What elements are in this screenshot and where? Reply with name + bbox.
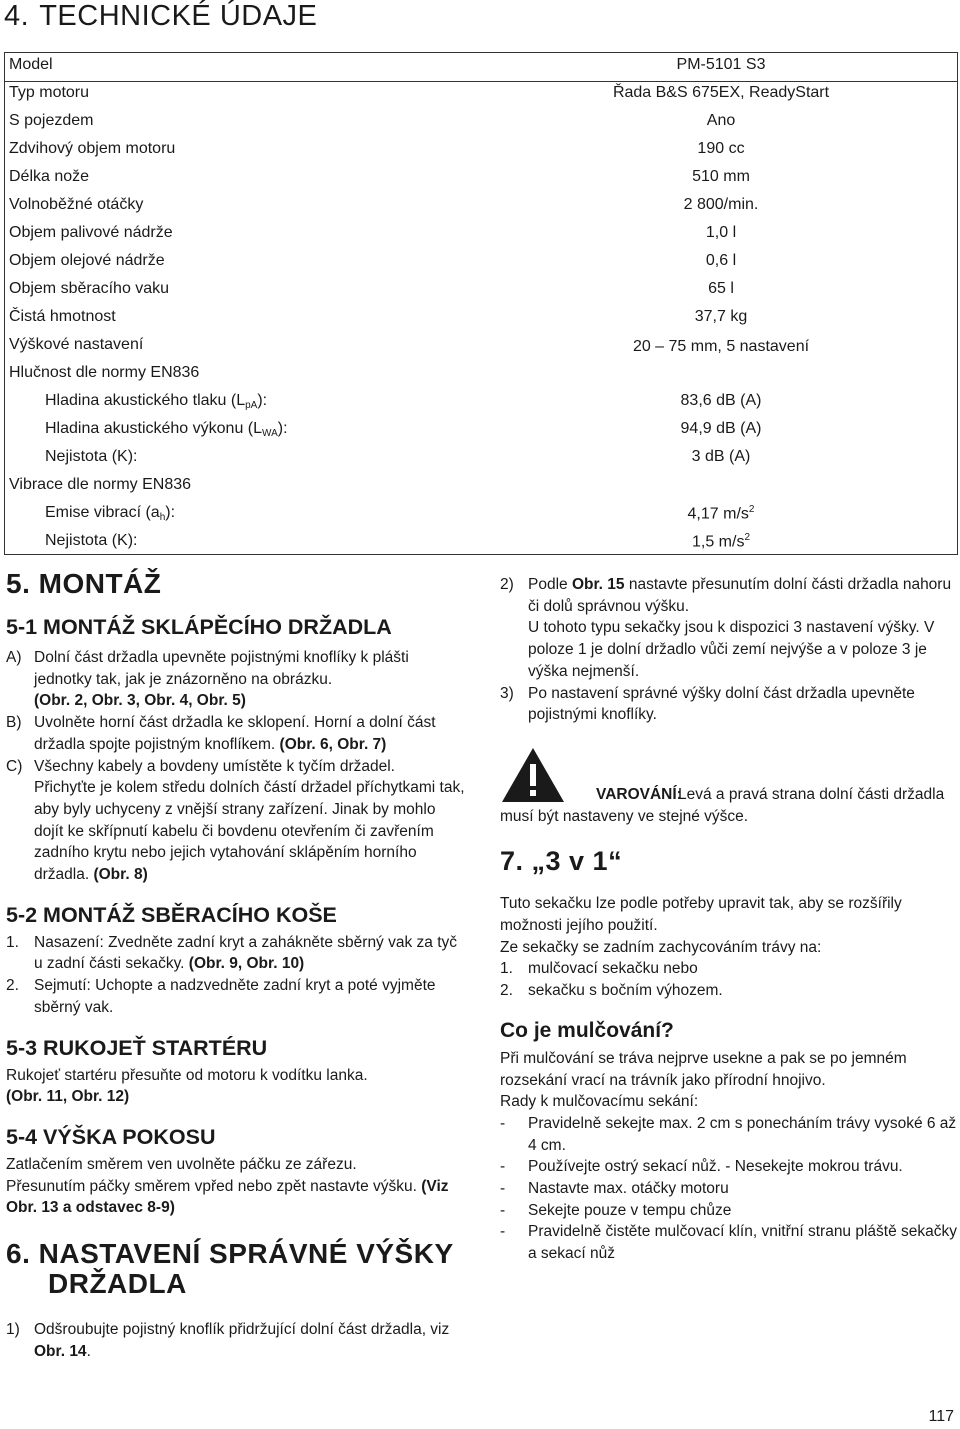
paragraph: Rady k mulčovacímu sekání: [500,1093,699,1111]
section-title-mulch: Co je mulčování? [500,1018,674,1042]
warning-line-1: VAROVÁNÍ: [596,785,682,803]
spec-row: Typ motoru Řada B&S 675EX, ReadyStart [9,84,830,101]
spec-row-noise-uncertainty: Nejistota (K): 3 dB (A) [45,448,751,465]
spec-row-vibration-uncertainty: Nejistota (K): 1,5 $m/s^2$ [45,532,751,551]
spec-row: Hlučnost dle normy EN836 [9,364,200,381]
list-item: - Pravidelně čistěte mulčovací klín, vnitřní stranu pláště sekačky a sekací nůž [500,1223,958,1263]
list-item: 1) Odšroubujte pojistný knoflík přidržující dolní část držadla, viz Obr. 14. [6,1321,450,1360]
spec-row: S pojezdem Ano [9,112,736,129]
paragraph: Při mulčování se tráva nejprve usekne a pak se po jemném rozsekání vrací na trávník jako přírodní hnojivo. [500,1049,907,1089]
paragraph: Rukojeť startéru přesuňte od motoru k vodítku lanka. (Obr. 11, Obr. 12) [6,1066,368,1106]
paragraph: Ze sekačky se zadním zachycováním trávy na: [500,938,822,956]
list-item: C) Všechny kabely a bovdeny umístěte k tyčím držadel. Přichyťte je kolem středu dolních částí držadel příchytkami tak, aby byly uchyceny z vnější strany zařízení. Jinak by mohlo dojít ke skřípnutí kabelu či bovdenu otevřením či zavřením zadního krytu nebo jejich vytahování sklápěním horního držadla. (Obr. 8) [6,757,465,884]
list-item: - Používejte ostrý sekací nůž. - Nesekejte mokrou trávu. [500,1158,903,1176]
list-item: - Sekejte pouze v tempu chůze [500,1201,732,1219]
subsection-title-5-1: 5-1 MONTÁŽ SKLÁPĚCÍHO DRŽADLA [6,615,392,639]
list-item: B) Uvolněte horní část držadla ke sklopení. Horní a dolní část držadla spojte pojistným knoflíkem. (Obr. 6, Obr. 7) [6,714,436,753]
section-title-handle: 6. NASTAVENÍ SPRÁVNÉ VÝŠKY DRŽADLA [6,1238,454,1300]
page-number: 117 [928,1408,954,1425]
subsection-title-5-4: 5-4 VÝŠKA POKOSU [6,1124,216,1149]
subsection-title-5-2: 5-2 MONTÁŽ SBĚRACÍHO KOŠE [6,902,337,927]
paragraph: Tuto sekačku lze podle potřeby upravit tak, aby se rozšířily možnosti jejího použití. [500,895,902,935]
list-item: 1. Nasazení: Zvedněte zadní kryt a zahákněte sběrný vak za tyč u zadní části sekačky. (Obr. 9, Obr. 10) [6,933,458,973]
list-item: 2. sekačku s bočním výhozem. [500,982,723,1000]
spec-row-noise-pressure: Hladina akustického tlaku $(L_{pA})$: 83,6 dB (A) [45,392,762,411]
paragraph: Zatlačením směrem ven uvolněte páčku ze zářezu. Přesunutím páčky směrem vpřed nebo zpět nastavte výšku. (Viz Obr. 13 a odstavec 8-9) [6,1155,449,1217]
warning-triangle-icon [500,746,566,804]
list-item: 2) Podle Obr. 15 nastavte přesunutím dolní části držadla nahoru či dolů správnou výšku. U tohoto typu sekačky jsou k dispozici 3 nastavení výšky. V poloze 1 je dolní držadlo vůči zemí nejvýše a v poloze 3 je výška nejmenší. [500,576,952,680]
list-item: 3) Po nastavení správné výšky dolní část držadla upevněte pojistnými knoflíky. [500,684,915,724]
subsection-title-5-3: 5-3 RUKOJEŤ STARTÉRU [6,1035,268,1060]
right-column [500,574,958,1265]
list-item: - Pravidelně sekejte max. 2 cm s ponecháním trávy vysoké 6 až 4 cm. [500,1114,957,1154]
spec-table [4,52,958,555]
list-item: - Nastavte max. otáčky motoru [500,1180,729,1198]
spec-row: Délka nože 510 mm [9,168,750,185]
list-item: A) Dolní část držadla upevněte pojistnými knoflíky k plášti jednotky tak, jak je znázorněno na obrázku. (Obr. 2, Obr. 3, Obr. 4, Obr. 5) [6,649,409,710]
spec-row-vibration: Vibrace dle normy EN836 [9,476,192,493]
spec-row: Objem olejové nádrže 0,6 l [9,252,737,269]
section-title-montaz: 5. MONTÁŽ [6,568,162,599]
spec-row: Objem palivové nádrže 1,0 l [9,224,737,241]
spec-row: Zdvihový objem motoru 190 cc [9,140,745,157]
warning-block [500,746,958,804]
list-item: 2. Sejmutí: Uchopte a nadzvedněte zadní kryt a poté vyjměte sběrný vak. [6,977,436,1016]
spec-row: Model PM-5101 S3 [5,53,957,82]
page-title: 4. TECHNICKÉ ÚDAJE [4,0,318,32]
warning-text: Levá a pravá strana dolní části držadla musí být nastaveny ve stejné výšce. [500,785,945,825]
spec-row-noise-power: Hladina akustického výkonu $(L_{WA})$: 94,9 dB (A) [45,420,762,439]
section-title-3in1: 7. „3 v 1“ [500,846,623,877]
spec-row: Výškové nastavení 20 – 75 mm, 5 nastavení [9,336,810,355]
left-column [6,568,466,1362]
spec-row-vibration-emission: Emise vibrací $(a_h)$: 4,17 $m/s^2$ [45,504,755,523]
spec-row: Objem sběracího vaku 65 l [9,280,734,297]
list-item: 1. mulčovací sekačku nebo [500,960,698,978]
spec-row: Čistá hmotnost 37,7 kg [9,308,748,325]
spec-row: Volnoběžné otáčky 2 800/min. [9,196,759,213]
